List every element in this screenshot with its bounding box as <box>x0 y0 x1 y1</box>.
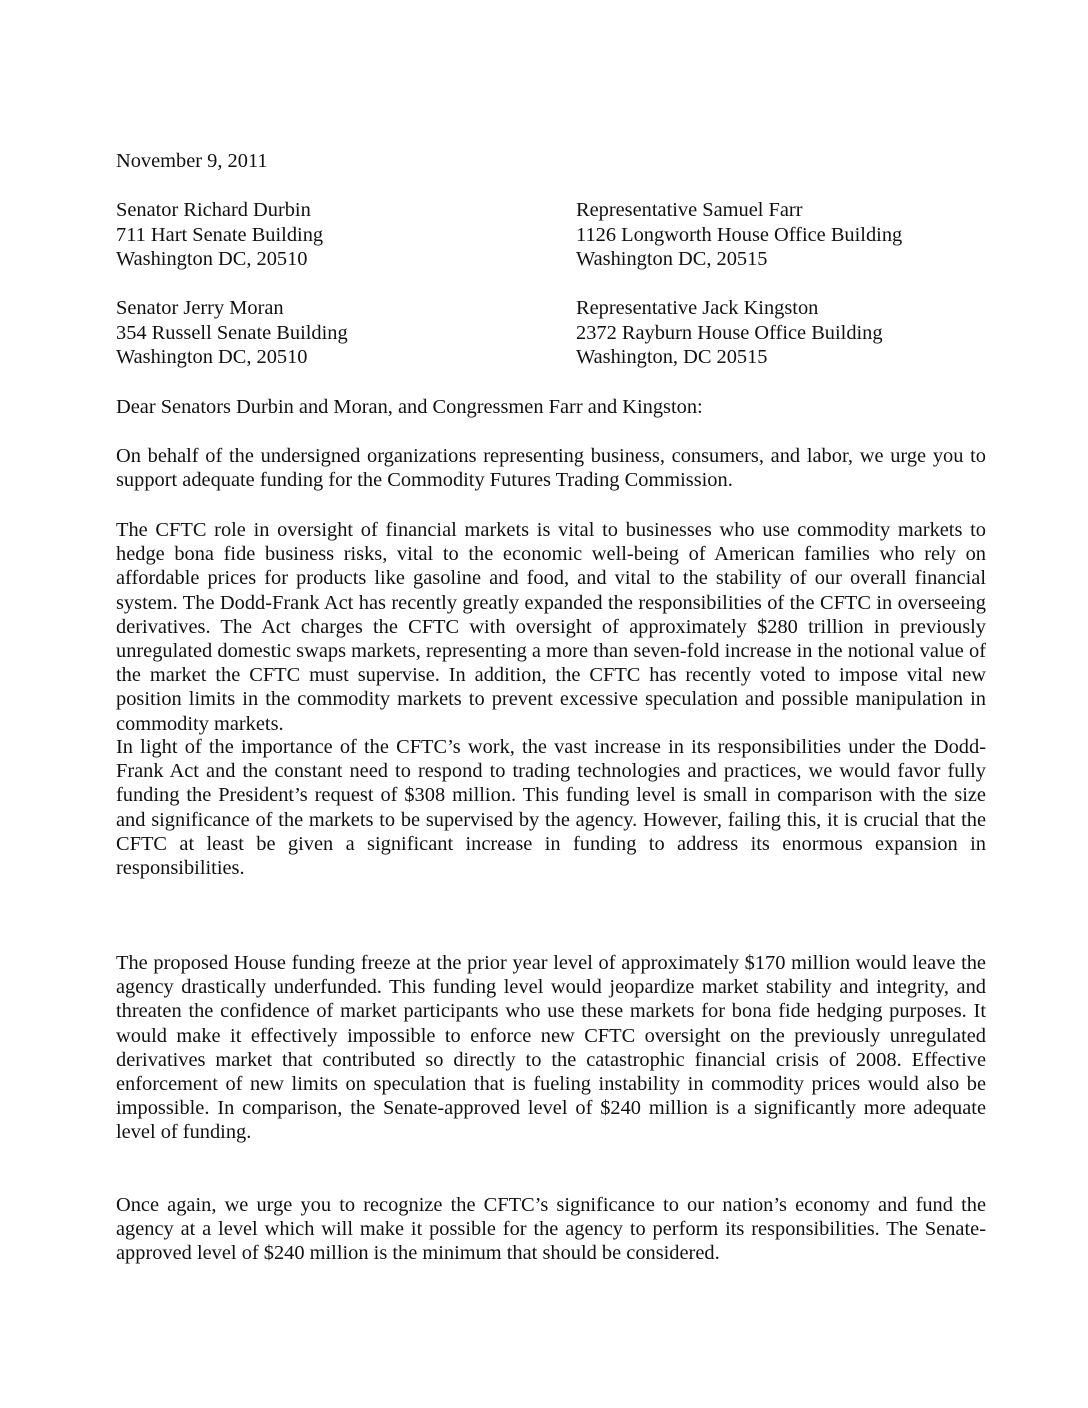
recipient-name: Representative Jack Kingston <box>576 297 819 319</box>
recipient-street: 1126 Longworth House Office Building <box>576 223 903 246</box>
letter-date: November 9, 2011 <box>116 150 268 172</box>
recipient-name: Senator Jerry Moran <box>116 297 284 319</box>
recipient-name: Senator Richard Durbin <box>116 199 311 221</box>
body-paragraph-2: The CFTC role in oversight of financial markets is vital to businesses who use commodity markets to hedge bona fide business risks, vital to the economic well-being of American families who rely on affordable prices for products like gasoline and food, and vital to the stability of our overall financial system. The Dodd-Frank Act has recently greatly expanded the responsibilities of the CFTC in overseeing derivatives. The Act charges the CFTC with oversight of approximately $280 trillion in previously unregulated domestic swaps markets, representing a more than seven-fold increase in the notional value of the market the CFTC must supervise. In addition, the CFTC has recently voted to impose vital new position limits in the commodity markets to prevent excessive speculation and possible manipulation in commodity markets. <box>116 519 986 735</box>
recipient-address-farr <box>576 198 902 272</box>
body-paragraph-1: On behalf of the undersigned organizations representing business, consumers, and labor, we urge you to support adequate funding for the Commodity Futures Trading Commission. <box>116 445 986 492</box>
recipient-street: 354 Russell Senate Building <box>116 321 348 344</box>
recipient-street: 2372 Rayburn House Office Building <box>576 321 883 344</box>
recipient-address-kingston <box>576 296 883 370</box>
body-paragraph-4: The proposed House funding freeze at the prior year level of approximately $170 million would leave the agency drastically underfunded. This funding level would jeopardize market stability and integrity, and threaten the confidence of market participants who use these markets for bona fide hedging purposes. It would make it effectively impossible to enforce new CFTC oversight on the previously unregulated derivatives market that contributed so directly to the catastrophic financial crisis of 2008. Effective enforcement of new limits on speculation that is fueling instability in commodity prices would also be impossible. In comparison, the Senate-approved level of $240 million is a significantly more adequate level of funding. <box>116 952 986 1144</box>
recipient-street: 711 Hart Senate Building <box>116 223 324 246</box>
body-paragraph-3: In light of the importance of the CFTC’s work, the vast increase in its responsibilities under the Dodd-Frank Act and the constant need to respond to trading technologies and practices, we would favor fully funding the President’s request of $308 million. This funding level is small in comparison with the size and significance of the markets to be supervised by the agency. However, failing this, it is crucial that the CFTC at least be given a significant increase in funding to address its enormous expansion in responsibilities. <box>116 736 986 880</box>
body-paragraph-5: Once again, we urge you to recognize the CFTC’s significance to our nation’s economy and fund the agency at a level which will make it possible for the agency to perform its responsibilities. The Senate-approved level of $240 million is the minimum that should be considered. <box>116 1194 986 1265</box>
recipient-city: Washington DC, 20515 <box>576 248 768 271</box>
recipient-name: Representative Samuel Farr <box>576 199 803 221</box>
salutation: Dear Senators Durbin and Moran, and Congressmen Farr and Kingston: <box>116 396 703 418</box>
recipient-address-moran <box>116 296 348 370</box>
recipient-city: Washington DC, 20510 <box>116 248 308 271</box>
recipient-address-durbin <box>116 198 323 272</box>
recipient-city: Washington, DC 20515 <box>576 346 768 369</box>
recipient-city: Washington DC, 20510 <box>116 346 308 369</box>
